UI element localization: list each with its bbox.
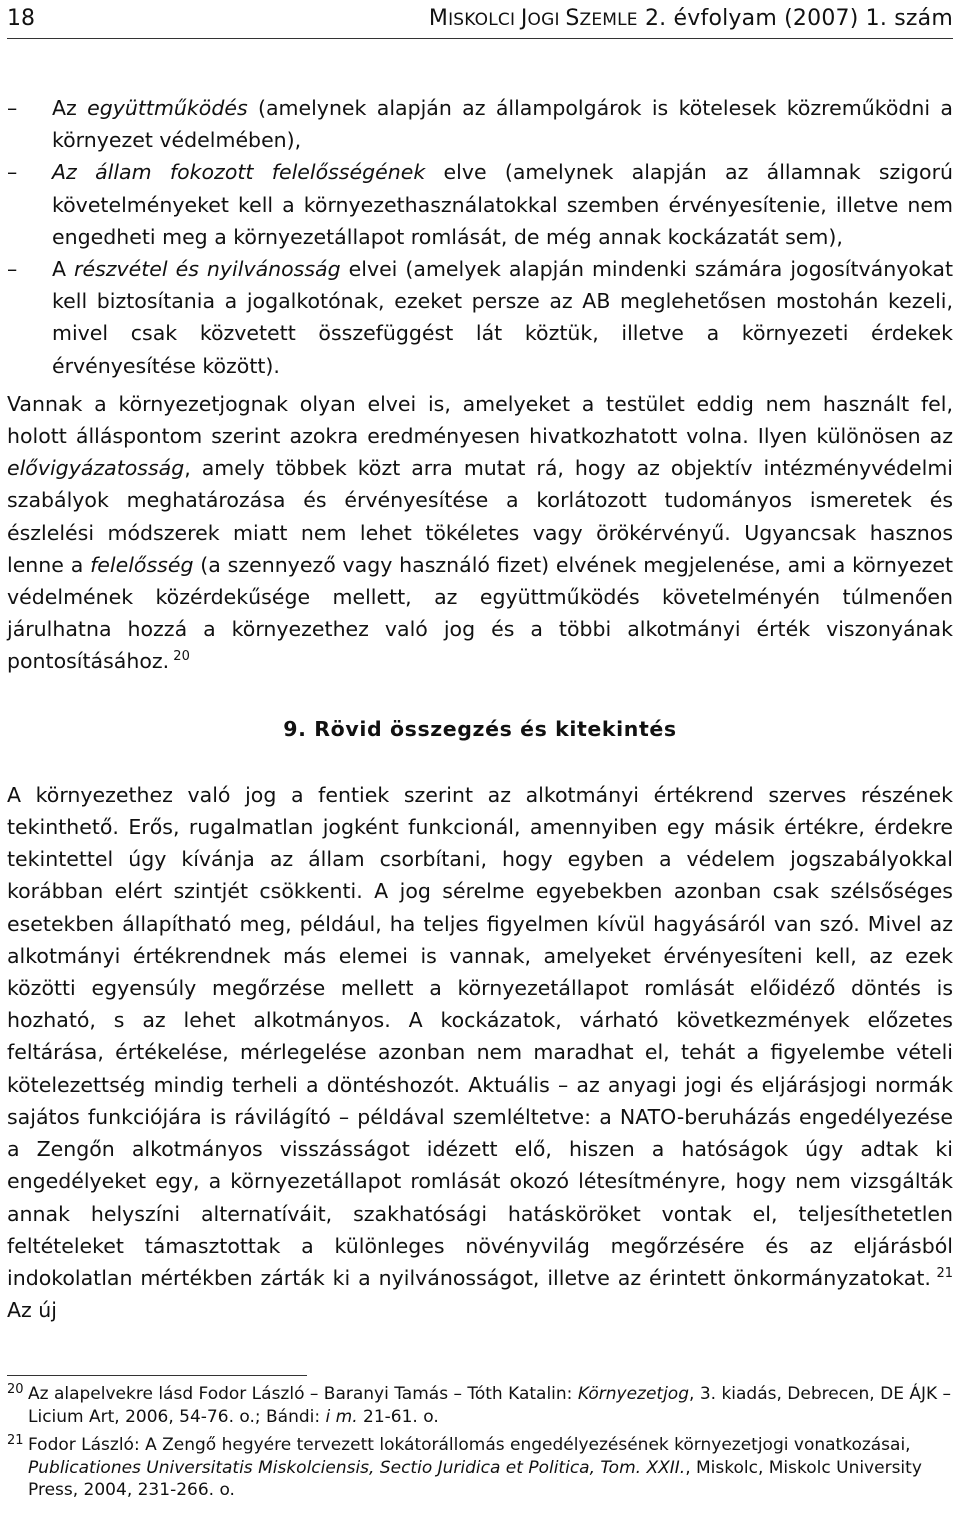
list-item: – A részvétel és nyilvánosság elvei (amelyek alapján mindenki számára jogosítványokat kell biztosítania a jogalkotónak, ezeket persze az AB meglehetősen mostohán kezeli, mivel csak közvetett összefüggést lát köztük, illetve a környezeti érdekek érvényesítése között). [7, 253, 953, 382]
emphasis: Az állam fokozott felelősségének [52, 160, 426, 185]
emphasis: felelősség [90, 552, 194, 577]
footnote-separator [7, 1375, 307, 1376]
list-item: – Az együttműködés (amelynek alapján az állampolgárok is kötelesek közreműködni a környezet védelmében), [7, 92, 953, 156]
principles-list [7, 92, 953, 382]
footnote-20: 20 Az alapelvekre lásd Fodor László – Baranyi Tamás – Tóth Katalin: Környezetjog, 3. kiadás, Debrecen, DE ÁJK – Licium Art, 2006, 54-76. o.; Bándi: i m. 21-61. o. [7, 1383, 953, 1428]
emphasis: Publicationes Universitatis Miskolciensis, Sectio Juridica et Politica, Tom. XXII. [28, 1457, 686, 1478]
footnote-ref-20[interactable]: 20 [169, 649, 190, 665]
journal-title: MISKOLCI JOGI SZEMLE 2. évfolyam (2007) 1. szám [428, 6, 953, 31]
page-number: 18 [7, 6, 35, 31]
footnote-ref-21[interactable]: 21 [930, 1265, 953, 1281]
section-heading: 9. Rövid összegzés és kitekintés [283, 716, 677, 741]
emphasis: együttműködés [87, 96, 248, 120]
footnote-mark: 21 [7, 1433, 24, 1448]
footnote-mark: 20 [7, 1382, 24, 1397]
emphasis: i m. [325, 1406, 358, 1427]
dash-bullet: – [7, 257, 18, 282]
paragraph: Vannak a környezetjognak olyan elvei is, amelyeket a testület eddig nem használt fel, holott álláspontom szerint azokra eredményesen hivatkozhatott volna. Ilyen különösen az elővigyázatosság, amely többek közt arra mutat rá, hogy az objektív intézményvédelmi szabályok meghatározása és érvényesítése a korlátozott tudományos ismeretek és észlelési módszerek miatt nem lehet tökéletes vagy örökérvényű. Ugyancsak hasznos lenne a felelősség (a szennyező vagy használó fizet) elvének megjelenése, ami a környezet védelmének közérdekűsége mellett, az együttműködés követelményén túlmenően járulhatna hozzá a környezethez való jog és a többi alkotmányi érték viszonyának pontosításához. $^{20}$ [7, 391, 953, 674]
footnotes [7, 1383, 953, 1508]
emphasis: részvétel és nyilvánosság [74, 257, 341, 282]
list-item: – Az állam fokozott felelősségének elve (amelynek alapján az államnak szigorú követelményeket kell a környezethasználatokkal szemben érvényesítenie, illetve nem engedheti meg a környezetállapot romlását, de még annak kockázatát sem), [7, 156, 953, 253]
dash-bullet: – [7, 96, 18, 120]
running-header [7, 2, 953, 39]
paragraph: A környezethez való jog a fentiek szerint az alkotmányi értékrend szerves részének tekinthető. Erős, rugalmatlan jogként funkcionál, amennyiben egy másik értékre, érdekre tekintettel úgy kívánja az állam csorbítani, hogy egyben a védelem jogszabályokkal korábban elért szintjét csökkenti. A jog sérelme egyebekben azonban csak szélsőséges esetekben állapítható meg, például, ha teljes figyelmen kívül hagyásáról van szó. Mivel az alkotmányi értékrendnek más elemei is vannak, amelyeket érvényesíteni kell, az ezek közötti egyensúly megőrzése mellett a környezetállapot romlását előidéző döntés is hozható, s az lehet alkotmányos. A kockázatok, várható következmények előzetes feltárása, értékelése, mérlegelése azonban nem maradhat el, tehát a figyelembe vételi kötelezettség mindig terheli a döntéshozót. Aktuális – az anyagi jogi és eljárásjogi normák sajátos funkciójára is rávilágító – példával szemléltetve: a NATO-beruházás engedélyezése a Zengőn alkotmányos visszásságot idézett elő, hiszen a hatóságok úgy adtak ki engedélyeket egy, a környezetállapot romlását okozó létesítményre, hogy nem vizsgálták annak helyszíni alternatíváit, szakhatósági hatásköröket vontak el, teljesíthetetlen feltételeket támasztottak a különleges növényvilág megőrzésére és az eljárásból indokolatlan mértékben zárták ki a nyilvánosságot, illetve az érintett önkormányzatokat. $^{21}$ Az új [7, 782, 953, 1323]
footnote-21: 21 Fodor László: A Zengő hegyére tervezett lokátorállomás engedélyezésének környezetjogi vonatkozásai, Publicationes Universitatis Miskolciensis, Sectio Juridica et Politica, Tom. XXII., Miskolc, Miskolc University Press, 2004, 231-266. o. [7, 1434, 953, 1502]
dash-bullet: – [7, 160, 18, 185]
body-text [7, 92, 953, 1326]
emphasis: elővigyázatosság [7, 456, 185, 481]
emphasis: Környezetjog [577, 1384, 690, 1404]
